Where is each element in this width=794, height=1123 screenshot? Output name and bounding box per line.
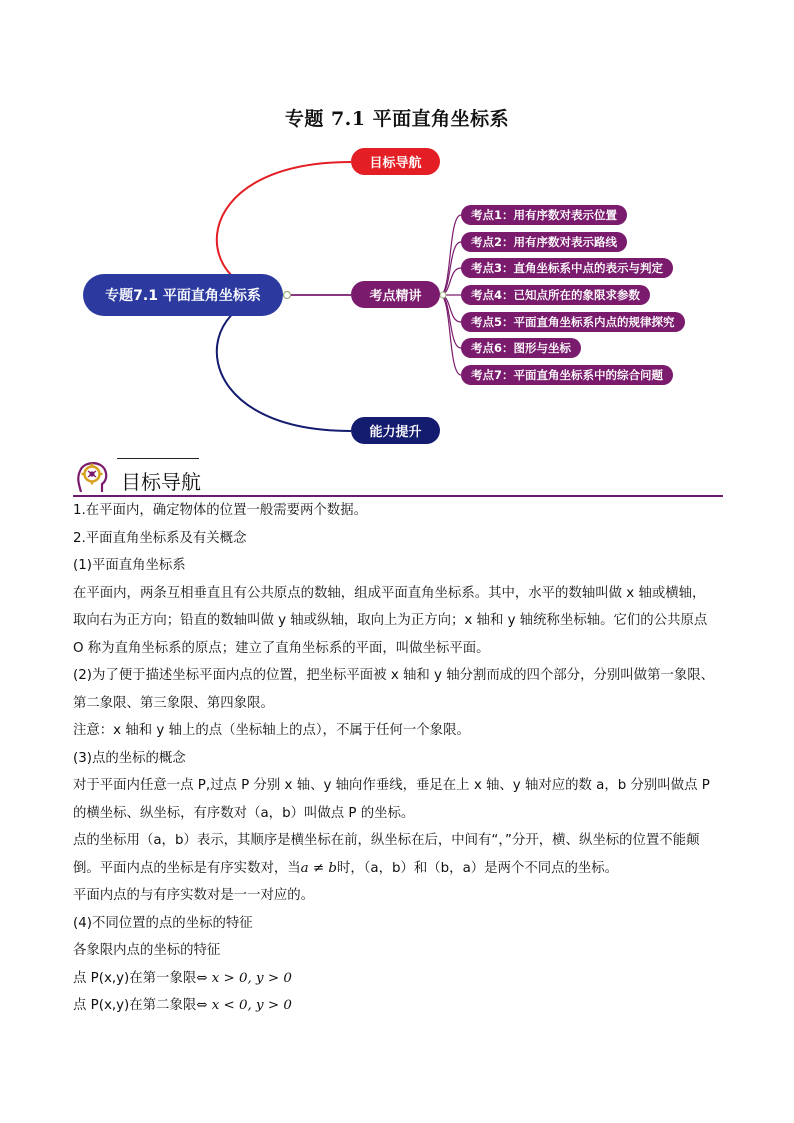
paragraph: (1)平面直角坐标系 <box>73 558 186 573</box>
branch-goal-navigation: 目标导航 <box>351 148 440 175</box>
text-span: 点 P(x,y)在第一象限 <box>73 970 197 986</box>
page-title: 专题 7.1 平面直角坐标系 <box>284 108 510 130</box>
paragraph: 第二象限、第三象限、第四象限。 <box>73 695 274 711</box>
paragraph: 的横坐标、纵坐标，有序数对（a，b）叫做点 P 的坐标。 <box>73 805 415 821</box>
quadrant-line <box>73 965 733 993</box>
leaf-kaodian-5: 考点5：平面直角坐标系内点的规律探究 <box>461 312 685 332</box>
paragraph: 平面内点的与有序实数对是一一对应的。 <box>73 888 315 903</box>
paragraph: 取向右为正方向；铅直的数轴叫做 y 轴或纵轴，取向上为正方向；x 轴和 y 轴统称坐标轴。它们的公共原点 <box>73 613 708 628</box>
paragraph: 对于平面内任意一点 P,过点 P 分别 x 轴、y 轴向作垂线，垂足在上 x 轴、y 轴对应的数 a，b 分别叫做点 P <box>73 778 710 793</box>
leaf-kaodian-6: 考点6：图形与坐标 <box>461 338 581 358</box>
text-span: 时，（a，b）和（b，a）是两个不同点的坐标。 <box>336 860 619 876</box>
paragraph: 点的坐标用（a，b）表示，其顺序是横坐标在前，纵坐标在后，中间有“，”分开，横、纵坐标的位置不能颠 <box>73 833 700 848</box>
leaf-kaodian-2: 考点2：用有序数对表示路线 <box>461 232 627 252</box>
paragraph: 注意：x 轴和 y 轴上的点（坐标轴上的点），不属于任何一个象限。 <box>73 723 470 738</box>
math-expression: a ≠ b <box>300 860 337 876</box>
paragraph-ab <box>73 855 733 883</box>
paragraph: 1.在平面内，确定物体的位置一般需要两个数据。 <box>73 503 367 518</box>
text-span: 倒。平面内点的坐标是有序实数对，当 <box>73 860 301 876</box>
branch-ability-improvement: 能力提升 <box>351 417 440 444</box>
leaf-kaodian-1: 考点1：用有序数对表示位置 <box>461 205 627 225</box>
quadrant-line <box>73 992 733 1020</box>
section-title: 目标导航 <box>121 470 201 494</box>
mindmap-root: 专题7.1 平面直角坐标系 <box>83 274 283 316</box>
math-expression: ⇔ x < 0, y > 0 <box>196 998 292 1013</box>
paragraph: (4)不同位置的点的坐标的特征 <box>73 915 253 931</box>
branch-key-points: 考点精讲 <box>351 281 440 308</box>
paragraph: 2.平面直角坐标系及有关概念 <box>73 530 247 546</box>
header-top-line <box>117 458 199 459</box>
leaf-kaodian-3: 考点3：直角坐标系中点的表示与判定 <box>461 258 673 278</box>
leaf-kaodian-4: 考点4：已知点所在的象限求参数 <box>461 285 650 305</box>
mindmap-connectors <box>0 0 794 460</box>
paragraph: O 称为直角坐标系的原点；建立了直角坐标系的平面，叫做坐标平面。 <box>73 640 490 656</box>
paragraph: (3)点的坐标的概念 <box>73 750 186 766</box>
paragraph: 在平面内，两条互相垂直且有公共原点的数轴，组成平面直角坐标系。其中，水平的数轴叫做 x 轴或横轴， <box>73 585 706 601</box>
text-span: 点 P(x,y)在第二象限 <box>73 998 197 1013</box>
section-header <box>73 456 723 498</box>
paragraph: (2)为了便于描述坐标平面内点的位置，把坐标平面被 x 轴和 y 轴分割而成的四个部分，分别叫做第一象限、 <box>73 668 715 683</box>
leaf-kaodian-7: 考点7：平面直角坐标系中的综合问题 <box>461 365 673 385</box>
paragraph: 各象限内点的坐标的特征 <box>73 943 221 958</box>
body-text <box>73 497 733 1020</box>
brain-gear-icon <box>73 456 113 496</box>
math-expression: ⇔ x > 0, y > 0 <box>196 970 292 986</box>
